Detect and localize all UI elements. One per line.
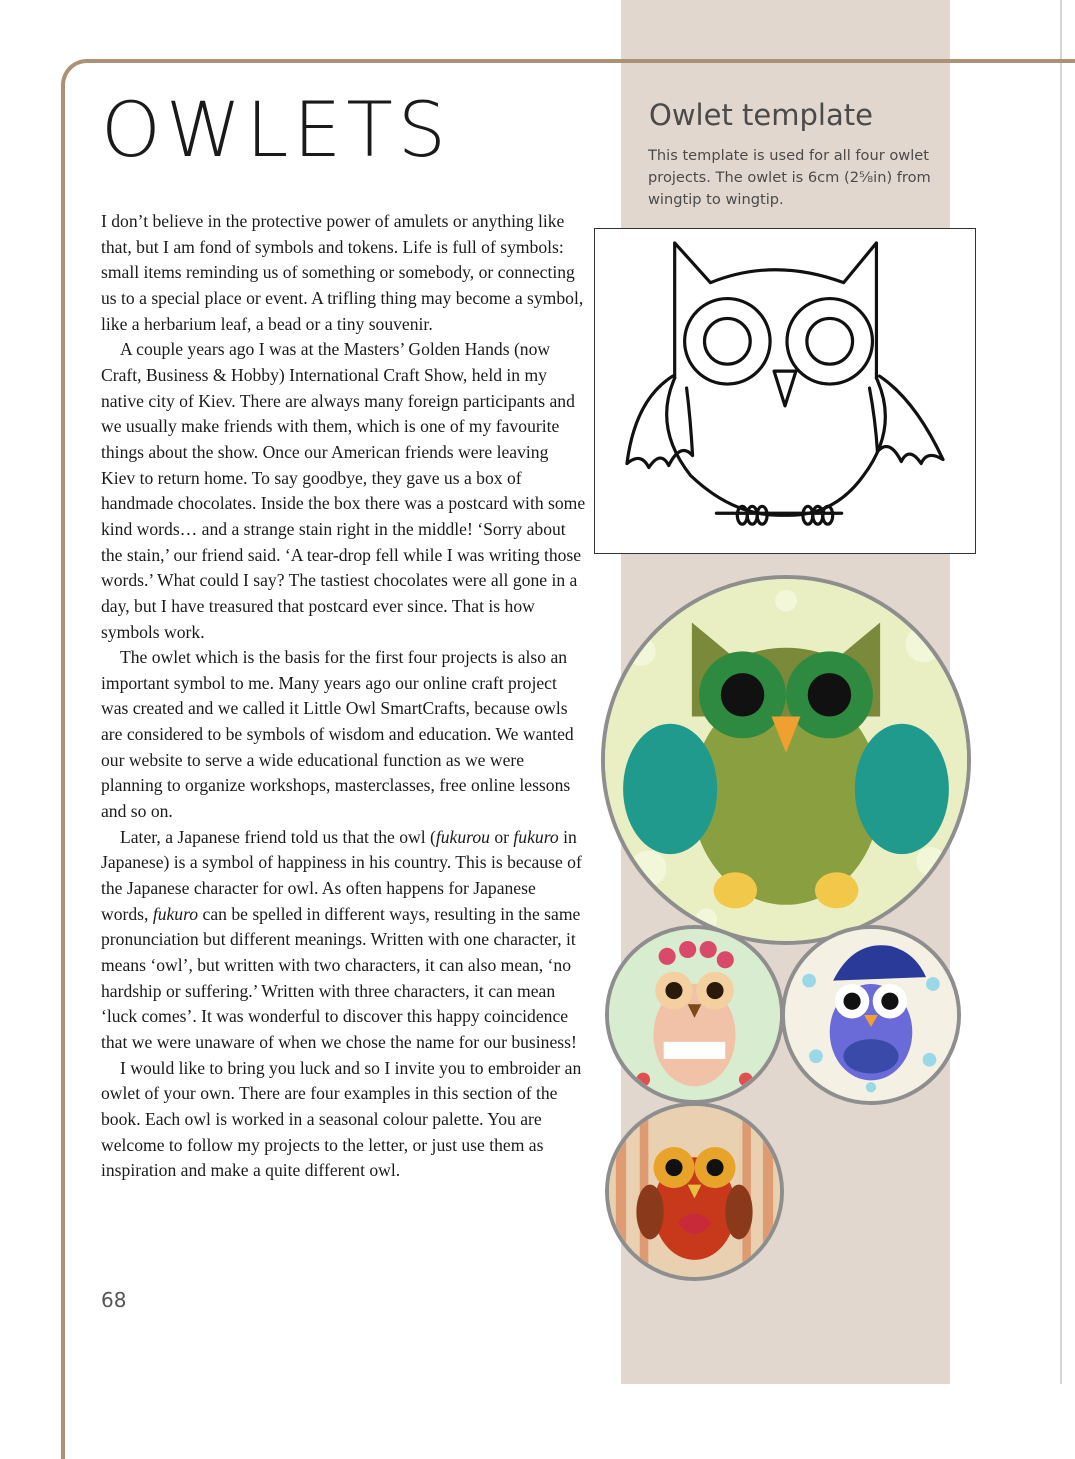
blue-owl-photo bbox=[781, 925, 961, 1105]
italic-term: fukurou bbox=[435, 826, 490, 847]
text-span: or bbox=[489, 826, 514, 847]
paragraph-5: I would like to bring you luck and so I invite you to embroider an owlet of your own. There are four examples in this section of the book. Each owl is worked in a seasonal colour palette. You are welcome to follow my projects to the letter, or just use them as inspiration and make a quite different owl. bbox=[101, 1057, 582, 1181]
italic-term: fukuro bbox=[513, 826, 559, 847]
paragraph-4 bbox=[101, 825, 586, 1056]
green-owl-photo bbox=[601, 575, 971, 945]
red-owl-illustration bbox=[609, 1106, 780, 1277]
italic-term: fukuro bbox=[152, 903, 199, 924]
text-span: in Japanese) is a symbol of happiness in his country. This is because of the Japanese character for owl. As often happens for Japanese words, bbox=[101, 826, 582, 924]
body-text bbox=[101, 209, 586, 1184]
pink-owl-illustration bbox=[609, 929, 780, 1100]
paragraph-3: The owlet which is the basis for the first four projects is also an important symbol to me. Many years ago our online craft project was created and we called it Little Owl SmartCrafts, because owls are considered to be symbols of wisdom and education. We wanted our website to serve a wide educational function as we were planning to organize workshops, masterclasses, free online lessons and so on. bbox=[101, 647, 574, 822]
owlet-template-drawing bbox=[595, 229, 975, 553]
text-span: Later, a Japanese friend told us that the owl ( bbox=[120, 826, 436, 847]
page-title: OWLETS bbox=[101, 85, 451, 174]
blue-owl-illustration bbox=[785, 929, 957, 1101]
sidebar-title: Owlet template bbox=[649, 98, 873, 132]
page-number: 68 bbox=[101, 1288, 127, 1312]
paragraph-1: I don’t believe in the protective power of amulets or anything like that, but I am fond of symbols and tokens. Life is full of symbols: small items reminding us of something or somebody, or connecting us to a special place or event. A trifling thing may become a symbol, like a herbarium leaf, a bead or a tiny souvenir. bbox=[101, 211, 584, 334]
red-owl-photo bbox=[605, 1102, 784, 1281]
paragraph-2: A couple years ago I was at the Masters’ Golden Hands (now Craft, Business & Hobby) International Craft Show, held in my native city of Kiev. There are always many foreign participants and we usually make friends with them, which is one of my favourite things about the show. Once our American friends were leaving Kiev to return home. To say goodbye, they gave us a box of handmade chocolates. Inside the box there was a postcard with some kind words… and a strange stain right in the middle! ‘Sorry about the stain,’ our friend said. ‘A tear-drop fell while I was writing those words.’ What could I say? The tastiest chocolates were all gone in a day, but I have treasured that postcard ever since. That is how symbols work. bbox=[101, 339, 586, 642]
sidebar-caption: This template is used for all four owlet projects. The owlet is 6cm (2⅝in) from wingtip to wingtip. bbox=[648, 147, 931, 208]
text-span: can be spelled in different ways, resulting in the same pronunciation but different meanings. Written with one character, it means ‘owl’, but written with two characters, it can also mean, ‘no hardship or suffering.’ Written with three characters, it can mean ‘luck comes’. It was wonderful to discover this happy coincidence that we were unaware of when we chose the name for our business! bbox=[101, 903, 581, 1052]
green-owl-illustration bbox=[605, 579, 967, 941]
owlet-template-box bbox=[594, 228, 976, 554]
pink-owl-photo bbox=[605, 925, 784, 1104]
